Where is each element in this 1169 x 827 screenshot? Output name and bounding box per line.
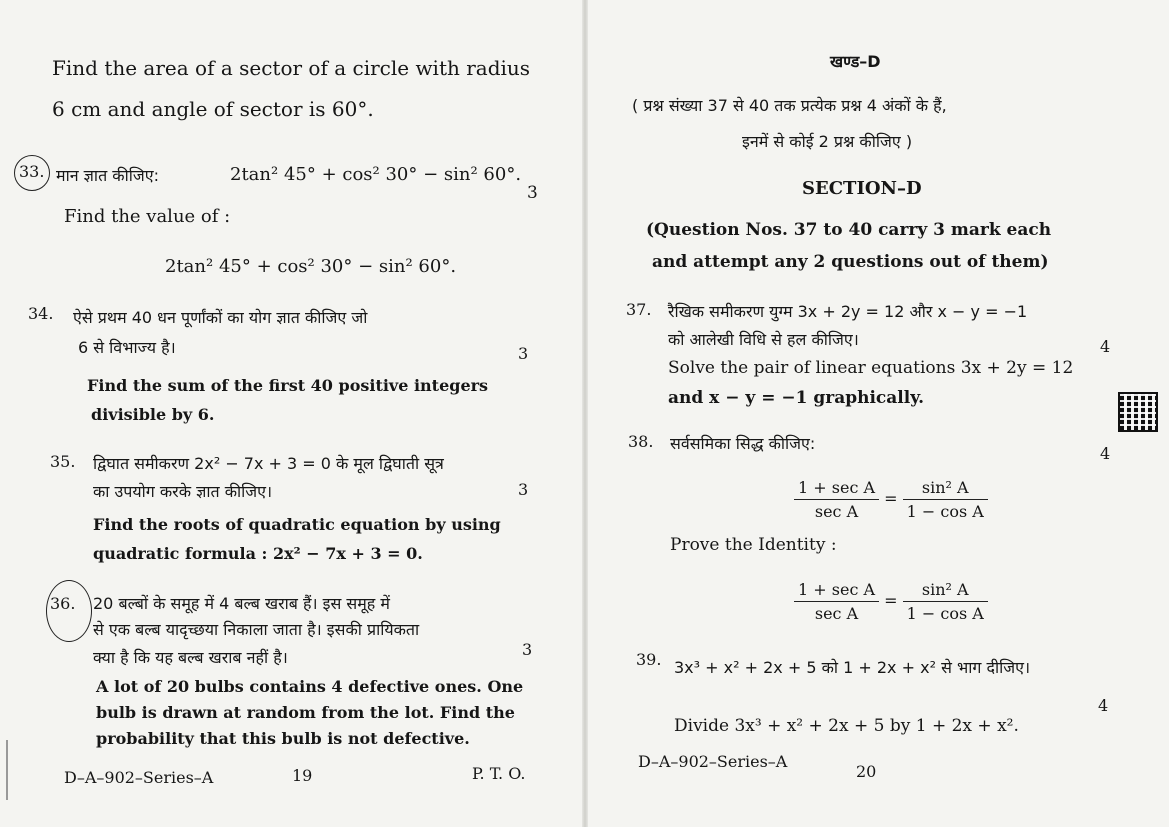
instructions-hindi-line2: इनमें से कोई 2 प्रश्न कीजिए ) — [742, 132, 913, 151]
q33-hindi-prefix: मान ज्ञात कीजिए: — [56, 166, 159, 185]
right-footer-page-number: 20 — [856, 762, 877, 781]
left-page — [0, 0, 580, 827]
q35-english-line2: quadratic formula : 2x² − 7x + 3 = 0. — [93, 544, 423, 563]
q38-number: 38. — [628, 432, 654, 451]
section-english-heading: SECTION–D — [802, 178, 922, 199]
qr-code-icon — [1118, 392, 1158, 432]
q38-hindi: सर्वसमिका सिद्ध कीजिए: — [670, 434, 816, 453]
q38-lhs-numerator-2: 1 + sec A — [794, 580, 879, 602]
q39-marks: 4 — [1098, 696, 1109, 715]
q35-hindi-line2: का उपयोग करके ज्ञात कीजिए। — [93, 482, 273, 501]
q39-number: 39. — [636, 650, 662, 669]
q38-rhs-fraction-2 — [903, 580, 988, 623]
q33-marks: 3 — [527, 183, 538, 203]
right-page — [590, 0, 1169, 827]
q37-marks: 4 — [1100, 337, 1111, 356]
prev-question-line1: Find the area of a sector of a circle with radius — [52, 56, 531, 80]
q36-english-line1: A lot of 20 bulbs contains 4 defective ones. One — [96, 677, 524, 696]
q35-marks: 3 — [518, 480, 529, 499]
q37-english-line2: and x − y = −1 graphically. — [668, 388, 925, 408]
instructions-english-line2: and attempt any 2 questions out of them) — [652, 252, 1049, 272]
q35-english-line1: Find the roots of quadratic equation by using — [93, 515, 501, 534]
section-hindi-heading: खण्ड–D — [830, 52, 881, 71]
q38-english: Prove the Identity : — [670, 535, 837, 555]
q33-number: 33. — [19, 162, 45, 181]
q34-marks: 3 — [518, 344, 529, 363]
q36-english-line3: probability that this bulb is not defective. — [96, 729, 470, 748]
left-footer-pto: P. T. O. — [472, 764, 526, 783]
q38-rhs-denominator: 1 − cos A — [906, 502, 984, 521]
book-spine — [582, 0, 588, 827]
q38-lhs-denominator: sec A — [814, 502, 859, 521]
q33-expression: 2tan² 45° + cos² 30° − sin² 60°. — [165, 256, 457, 277]
q38-lhs-numerator: 1 + sec A — [794, 478, 879, 500]
equals-sign: = — [884, 489, 903, 508]
prev-question-line2: 6 cm and angle of sector is 60°. — [52, 97, 374, 121]
left-footer-code: D–A–902–Series–A — [64, 768, 214, 787]
q38-lhs-denominator-2: sec A — [814, 604, 859, 623]
q38-marks: 4 — [1100, 444, 1111, 463]
q38-rhs-denominator-2: 1 − cos A — [906, 604, 984, 623]
q34-hindi-line1: ऐसे प्रथम 40 धन पूर्णांकों का योग ज्ञात कीजिए जो — [73, 308, 368, 327]
right-footer-code: D–A–902–Series–A — [638, 752, 788, 771]
q34-english-line1: Find the sum of the first 40 positive integers — [87, 376, 489, 395]
q39-hindi: 3x³ + x² + 2x + 5 को 1 + 2x + x² से भाग दीजिए। — [674, 658, 1031, 677]
q38-identity-hindi — [794, 478, 988, 521]
q38-rhs-numerator-2: sin² A — [903, 580, 988, 602]
instructions-english-line1: (Question Nos. 37 to 40 carry 3 mark each — [646, 220, 1052, 240]
q38-lhs-fraction — [794, 478, 879, 521]
q37-english-line1: Solve the pair of linear equations 3x + 2y = 12 — [668, 358, 1074, 378]
q34-english-line2: divisible by 6. — [91, 405, 215, 424]
q36-english-line2: bulb is drawn at random from the lot. Find the — [96, 703, 515, 722]
q38-rhs-fraction — [903, 478, 988, 521]
q34-number: 34. — [28, 304, 54, 323]
q33-expression-inline: 2tan² 45° + cos² 30° − sin² 60°. — [230, 164, 522, 185]
left-footer-page-number: 19 — [292, 766, 313, 785]
q33-english: Find the value of : — [64, 206, 231, 227]
q36-hindi-line3: क्या है कि यह बल्ब खराब नहीं है। — [93, 648, 288, 667]
q37-number: 37. — [626, 300, 652, 319]
instructions-hindi-line1: ( प्रश्न संख्या 37 से 40 तक प्रत्येक प्रश्न 4 अंकों के हैं, — [632, 96, 947, 115]
equals-sign-2: = — [884, 591, 903, 610]
q36-marks: 3 — [522, 640, 533, 659]
q35-hindi-line1: द्विघात समीकरण 2x² − 7x + 3 = 0 के मूल द्विघाती सूत्र — [93, 454, 444, 473]
q38-rhs-numerator: sin² A — [903, 478, 988, 500]
q37-hindi-line1: रैखिक समीकरण युग्म 3x + 2y = 12 और x − y = −1 — [668, 302, 1028, 321]
q36-hindi-line2: से एक बल्ब यादृच्छया निकाला जाता है। इसकी प्रायिकता — [93, 620, 420, 639]
q37-hindi-line2: को आलेखी विधि से हल कीजिए। — [668, 330, 859, 349]
q38-lhs-fraction-2 — [794, 580, 879, 623]
q38-identity-english — [794, 580, 988, 623]
q36-hindi-line1: 20 बल्बों के समूह में 4 बल्ब खराब हैं। इस समूह में — [93, 594, 390, 613]
q35-number: 35. — [50, 452, 76, 471]
q39-english: Divide 3x³ + x² + 2x + 5 by 1 + 2x + x². — [674, 716, 1019, 736]
q34-hindi-line2: 6 से विभाज्य है। — [78, 338, 176, 357]
margin-mark — [6, 740, 8, 800]
q36-number: 36. — [50, 594, 76, 613]
